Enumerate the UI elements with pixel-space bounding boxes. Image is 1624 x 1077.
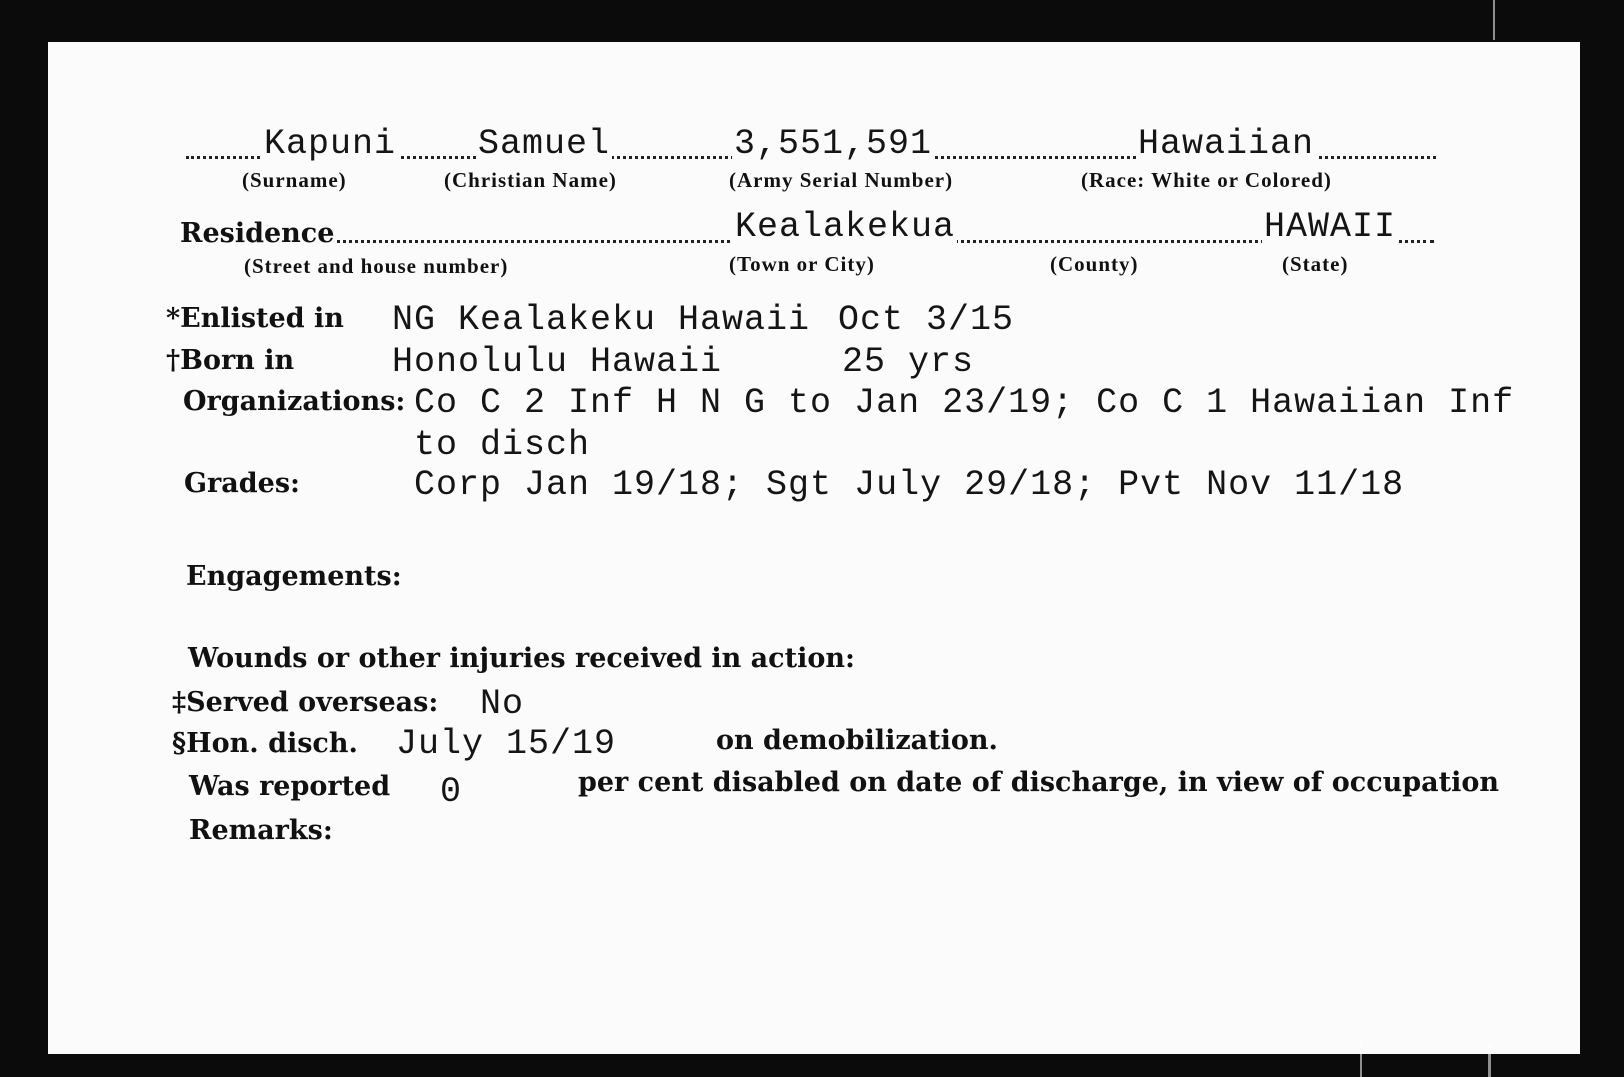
scan-mark xyxy=(1360,1040,1362,1077)
born-age-value: 25 yrs xyxy=(842,342,975,382)
was-reported-label: Was reported xyxy=(189,771,391,802)
surname-value: Kapuni xyxy=(264,124,397,164)
enlisted-label: *Enlisted in xyxy=(166,303,344,334)
race-caption: (Race: White or Colored) xyxy=(1081,168,1332,192)
race-value: Hawaiian xyxy=(1138,124,1315,164)
residence-state-value: HAWAII xyxy=(1264,207,1397,247)
disability-text: per cent disabled on date of discharge, in view of occupation xyxy=(578,767,1500,798)
residence-label: Residence xyxy=(180,218,335,249)
street-caption: (Street and house number) xyxy=(244,254,509,278)
county-caption: (County) xyxy=(1050,252,1139,276)
grades-value: Corp Jan 19/18; Sgt July 29/18; Pvt Nov 11/18 xyxy=(414,465,1405,505)
organizations-value-line1: Co C 2 Inf H N G to Jan 23/19; Co C 1 Hawaiian Inf xyxy=(414,383,1515,423)
born-label: †Born in xyxy=(166,345,295,376)
scan-mark xyxy=(1488,1044,1491,1077)
engagements-label: Engagements: xyxy=(186,561,402,592)
organizations-label: Organizations: xyxy=(183,386,406,417)
state-caption: (State) xyxy=(1282,252,1349,276)
served-overseas-value: No xyxy=(480,684,525,724)
hon-disch-date-value: July 15/19 xyxy=(396,724,617,764)
enlisted-date-value: Oct 3/15 xyxy=(838,300,1015,340)
christian-name-caption: (Christian Name) xyxy=(444,168,617,192)
remarks-label: Remarks: xyxy=(189,815,333,846)
grades-label: Grades: xyxy=(184,468,301,499)
served-overseas-label: ‡Served overseas: xyxy=(172,687,439,718)
demobilization-text: on demobilization. xyxy=(716,725,998,756)
serial-number-value: 3,551,591 xyxy=(734,124,933,164)
service-record-card xyxy=(48,42,1580,1054)
town-caption: (Town or City) xyxy=(729,252,875,276)
wounds-label: Wounds or other injuries received in action: xyxy=(188,643,855,674)
organizations-value-line2: to disch xyxy=(414,425,591,465)
surname-caption: (Surname) xyxy=(242,168,347,192)
hon-disch-label: §Hon. disch. xyxy=(172,728,358,759)
serial-number-caption: (Army Serial Number) xyxy=(729,168,954,192)
enlisted-place-value: NG Kealakeku Hawaii xyxy=(392,300,811,340)
born-place-value: Honolulu Hawaii xyxy=(392,342,723,382)
residence-town-value: Kealakekua xyxy=(735,207,956,247)
scan-mark xyxy=(1493,0,1495,40)
christian-name-value: Samuel xyxy=(478,124,611,164)
disability-percent-value: 0 xyxy=(440,772,463,812)
